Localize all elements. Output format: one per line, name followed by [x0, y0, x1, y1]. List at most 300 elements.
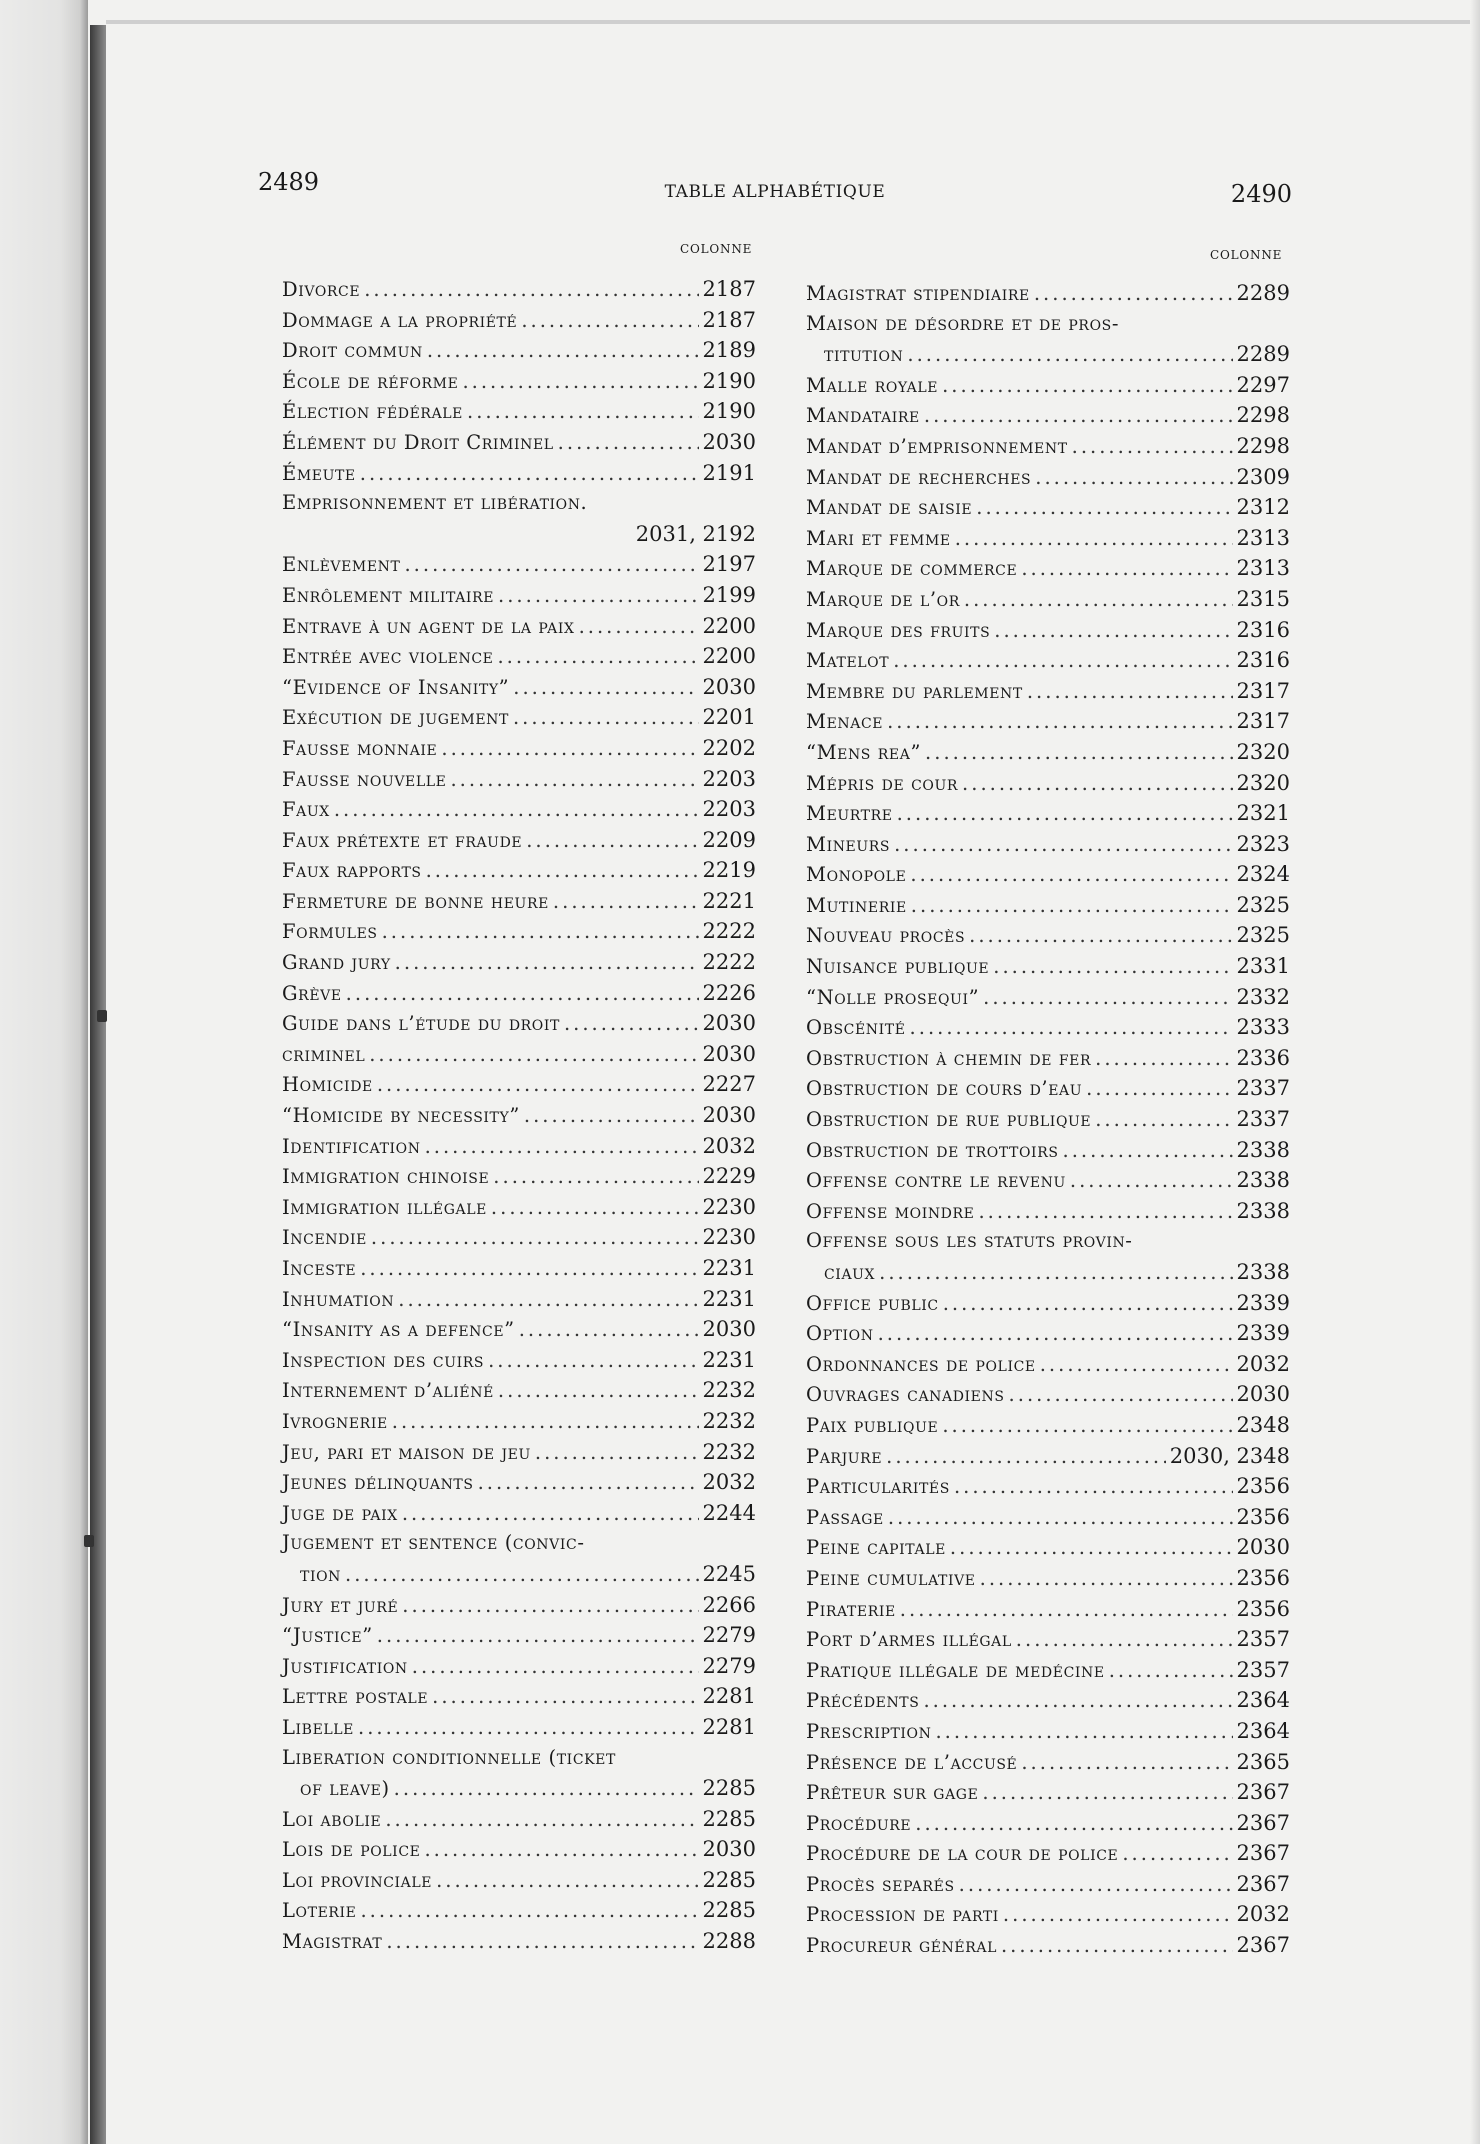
index-entry: [806, 676, 1290, 707]
index-entry: [282, 1467, 756, 1498]
index-entry: [282, 978, 756, 1009]
entry-label: Lettre postale: [282, 1685, 429, 1709]
dot-leader: [1003, 1900, 1233, 1931]
dot-leader: [424, 1835, 698, 1866]
column-number: 2030, 2348: [1169, 1443, 1290, 1468]
dot-leader: [558, 428, 699, 459]
dot-leader: [360, 459, 699, 490]
entry-label: Nuisance publique: [806, 955, 990, 979]
column-number: 2230: [702, 1225, 756, 1250]
dot-leader: [969, 921, 1232, 952]
entry-label: Précédents: [806, 1689, 920, 1713]
column-number: 2030: [702, 1011, 756, 1036]
page-right-edge: [1470, 0, 1480, 2144]
index-entry: [806, 1838, 1290, 1869]
column-number: 2285: [702, 1806, 756, 1831]
dot-leader: [427, 336, 699, 367]
column-number: 2367: [1236, 1933, 1290, 1958]
entry-label: Obstruction à chemin de fer: [806, 1046, 1092, 1070]
entry-label: Procureur général: [806, 1934, 997, 1958]
index-entry: [282, 1008, 756, 1039]
index-entry: [282, 1498, 756, 1529]
binding-shadow: [0, 0, 88, 2144]
entry-label: Faux rapports: [282, 859, 422, 883]
dot-leader: [1009, 1380, 1233, 1411]
column-number: 2201: [702, 705, 756, 730]
column-number: 2030: [702, 674, 756, 699]
index-entry: [282, 274, 756, 305]
entry-label: Justification: [282, 1654, 408, 1678]
column-number: 2226: [702, 980, 756, 1005]
left-column-heading: COLONNE: [680, 242, 753, 256]
entry-label: Menace: [806, 710, 884, 734]
index-entry: [806, 829, 1290, 860]
index-entry: [806, 1899, 1290, 1930]
index-entry: [282, 764, 756, 795]
column-number: 2313: [1236, 525, 1290, 550]
index-entry: [806, 1747, 1290, 1778]
index-entry: [806, 798, 1290, 829]
column-number: 2244: [702, 1500, 756, 1525]
column-number: 2202: [702, 735, 756, 760]
entry-label: Magistrat: [282, 1930, 383, 1954]
column-number: 2367: [1236, 1871, 1290, 1896]
index-entry: [806, 1318, 1290, 1349]
entry-label: Procession de parti: [806, 1903, 999, 1927]
index-entry: [282, 1895, 756, 1926]
index-entry: [806, 553, 1290, 584]
index-entry: [282, 1926, 756, 1957]
dot-leader: [888, 1503, 1233, 1534]
index-entry: [806, 1624, 1290, 1655]
entry-label: Enrôlement militaire: [282, 583, 495, 607]
dot-leader: [1021, 1748, 1232, 1779]
dot-leader: [954, 1472, 1233, 1503]
entry-label: Entrée avec violence: [282, 645, 494, 669]
entry-label: Mandataire: [806, 404, 920, 428]
entry-label: Prescription: [806, 1719, 932, 1743]
entry-label: Peine capitale: [806, 1536, 946, 1560]
dot-leader: [924, 401, 1233, 432]
index-entry: [282, 702, 756, 733]
entry-label: Port d’armes illégal: [806, 1628, 1012, 1652]
dot-leader: [513, 673, 698, 704]
column-number: 2231: [702, 1286, 756, 1311]
index-entry: [806, 982, 1290, 1013]
entry-label: Jury et juré: [282, 1593, 399, 1617]
column-number: 2337: [1236, 1107, 1290, 1132]
column-number: 2289: [1236, 342, 1290, 367]
column-number: 2313: [1236, 556, 1290, 581]
column-number: 2364: [1236, 1718, 1290, 1743]
entry-label: Élection fédérale: [282, 400, 464, 424]
column-number: 2298: [1236, 403, 1290, 428]
entry-label: Mari et femme: [806, 526, 951, 550]
dot-leader: [1034, 279, 1233, 310]
column-number: 2332: [1236, 984, 1290, 1009]
entry-label: Internement d’aliéné: [282, 1379, 494, 1403]
entry-label: Dommage a la propriété: [282, 308, 518, 332]
entry-label: Mandat de saisie: [806, 496, 973, 520]
column-number: 2285: [702, 1898, 756, 1923]
index-entry: [282, 488, 756, 519]
index-entry: [282, 1834, 756, 1865]
dot-leader: [993, 952, 1232, 983]
entry-label: Mineurs: [806, 832, 891, 856]
entry-label: Exécution de jugement: [282, 706, 509, 730]
entry-label: Grève: [282, 981, 342, 1005]
index-entry: [282, 1651, 756, 1682]
index-entry: [806, 1777, 1290, 1808]
column-number: 2031, 2192: [635, 521, 756, 546]
entry-label: Fausse nouvelle: [282, 767, 447, 791]
entry-label: “Insanity as a defence”: [282, 1318, 515, 1342]
dot-leader: [369, 1040, 698, 1071]
index-entry: [282, 611, 756, 642]
right-page-number: 2490: [1230, 180, 1292, 208]
column-number: 2338: [1236, 1260, 1290, 1284]
index-entry: [806, 339, 1290, 370]
dot-leader: [1040, 1350, 1233, 1381]
entry-label: Option: [806, 1322, 874, 1346]
dot-leader: [498, 1376, 699, 1407]
index-entry: [282, 1804, 756, 1835]
index-entry: [806, 1379, 1290, 1410]
column-number: 2200: [702, 644, 756, 669]
column-number: 2030: [702, 1837, 756, 1862]
dot-leader: [404, 550, 698, 581]
dot-leader: [535, 1438, 699, 1469]
column-number: 2187: [702, 277, 756, 301]
column-number: 2289: [1236, 281, 1290, 305]
column-number: 2227: [702, 1072, 756, 1097]
dot-leader: [579, 612, 699, 643]
column-number: 2032: [702, 1470, 756, 1495]
index-entry: [282, 641, 756, 672]
index-entry: [282, 1284, 756, 1315]
entry-label: École de réforme: [282, 369, 459, 393]
dot-leader: [943, 1289, 1233, 1320]
dot-leader: [942, 1411, 1232, 1442]
dot-leader: [412, 1652, 699, 1683]
left-index-column: [282, 274, 756, 1957]
column-number: 2030: [702, 429, 756, 454]
index-entry: [806, 768, 1290, 799]
dot-leader: [1063, 1136, 1233, 1167]
entry-label: Offense sous les statuts provin-: [806, 1229, 1133, 1253]
entry-label: Jeunes délinquants: [282, 1471, 474, 1495]
entry-label: Faux: [282, 798, 330, 822]
column-number: 2365: [1236, 1749, 1290, 1774]
index-entry: [806, 951, 1290, 982]
index-entry: [282, 1712, 756, 1743]
index-entry: [806, 1165, 1290, 1196]
dot-leader: [441, 734, 698, 765]
entry-label: Procédure de la cour de police: [806, 1842, 1119, 1866]
column-number: 2312: [1236, 495, 1290, 520]
dot-leader: [887, 707, 1232, 738]
dot-leader: [519, 1315, 699, 1346]
right-index-column: [806, 278, 1290, 1961]
column-number: 2331: [1236, 954, 1290, 979]
column-number: 2230: [702, 1194, 756, 1219]
index-entry: [282, 1192, 756, 1223]
index-entry: [806, 737, 1290, 768]
dot-leader: [371, 1223, 699, 1254]
column-number: 2333: [1236, 1015, 1290, 1040]
index-entry: [282, 335, 756, 366]
column-number: 2232: [702, 1408, 756, 1433]
dot-leader: [467, 397, 699, 428]
index-entry: [806, 1685, 1290, 1716]
column-number: 2336: [1236, 1045, 1290, 1070]
dot-leader: [491, 1193, 699, 1224]
column-number: 2325: [1236, 892, 1290, 917]
index-entry: [282, 1345, 756, 1376]
entry-label: Immigration illégale: [282, 1195, 487, 1219]
index-entry: [806, 278, 1290, 309]
column-number: 2338: [1236, 1168, 1290, 1193]
dot-leader: [983, 983, 1232, 1014]
entry-label: Identification: [282, 1134, 421, 1158]
index-entry: [282, 1865, 756, 1896]
dot-leader: [978, 1197, 1232, 1228]
column-number: 2356: [1236, 1596, 1290, 1621]
dot-leader: [334, 795, 699, 826]
entry-label: titution: [824, 343, 904, 367]
entry-label: Matelot: [806, 649, 890, 673]
entry-label: “Nolle prosequi”: [806, 985, 980, 1009]
column-number: 2281: [702, 1684, 756, 1709]
column-number: 2232: [702, 1439, 756, 1464]
index-entry: [806, 859, 1290, 890]
index-entry: [282, 1743, 756, 1774]
index-entry: [282, 396, 756, 427]
column-number: 2231: [702, 1256, 756, 1280]
dot-leader: [976, 493, 1232, 524]
dot-leader: [432, 1682, 698, 1713]
entry-label: Procès separés: [806, 1872, 955, 1896]
entry-label: Inspection des cuirs: [282, 1348, 485, 1372]
page-header: [250, 168, 1300, 208]
dot-leader: [402, 1499, 699, 1530]
dot-leader: [526, 826, 698, 857]
entry-label: ciaux: [824, 1261, 876, 1284]
page-top-edge: [106, 20, 1472, 24]
dot-leader: [395, 948, 699, 979]
index-entry: [806, 1930, 1290, 1961]
index-entry: [806, 1135, 1290, 1166]
dot-leader: [900, 1595, 1233, 1626]
entry-label: Passage: [806, 1505, 884, 1529]
index-entry: [282, 580, 756, 611]
entry-label: Droit commun: [282, 339, 423, 363]
index-entry: [806, 1012, 1290, 1043]
column-number: 2245: [702, 1561, 756, 1586]
dot-leader: [377, 1070, 699, 1101]
entry-label: Fermeture de bonne heure: [282, 889, 549, 913]
index-entry: [282, 1590, 756, 1621]
dot-leader: [911, 891, 1233, 922]
entry-label: Monopole: [806, 863, 907, 887]
index-entry: [806, 1532, 1290, 1563]
index-entry: [806, 1288, 1290, 1319]
entry-label: Faux prétexte et fraude: [282, 828, 523, 852]
column-number: 2315: [1236, 586, 1290, 611]
column-number: 2337: [1236, 1076, 1290, 1101]
entry-label: Jeu, pari et maison de jeu: [282, 1440, 531, 1464]
dot-leader: [923, 1686, 1232, 1717]
entry-label: “Mens rea”: [806, 740, 922, 764]
index-entry: [806, 1104, 1290, 1135]
index-entry: [806, 309, 1290, 340]
column-number: 2190: [702, 399, 756, 424]
dot-leader: [358, 1713, 699, 1744]
entry-label: Ouvrages canadiens: [806, 1383, 1005, 1407]
column-number: 2187: [702, 307, 756, 332]
dot-leader: [386, 1927, 698, 1958]
column-number: 2320: [1236, 770, 1290, 795]
dot-leader: [524, 1101, 699, 1132]
column-number: 2298: [1236, 433, 1290, 458]
dot-leader: [436, 1866, 698, 1897]
entry-label: Lois de police: [282, 1838, 421, 1862]
dot-leader: [392, 1407, 699, 1438]
column-number: 2357: [1236, 1657, 1290, 1682]
entry-label: Peine cumulative: [806, 1566, 976, 1590]
dot-leader: [897, 799, 1233, 830]
column-number: 2356: [1236, 1474, 1290, 1499]
index-entry: [282, 1559, 756, 1590]
index-entry: [282, 1100, 756, 1131]
index-entry: [806, 1073, 1290, 1104]
entry-label: Homicide: [282, 1073, 373, 1097]
index-entry: [806, 920, 1290, 951]
entry-label: Paix publique: [806, 1413, 939, 1437]
column-number: 2316: [1236, 648, 1290, 673]
entry-label: Obstruction de trottoirs: [806, 1138, 1059, 1162]
dot-leader: [962, 769, 1233, 800]
index-entry: [282, 1131, 756, 1162]
entry-label: Libelle: [282, 1715, 355, 1739]
binding-mark: [97, 1010, 107, 1022]
entry-label: Entrave à un agent de la paix: [282, 614, 575, 638]
dot-leader: [950, 1533, 1233, 1564]
dot-leader: [488, 1346, 698, 1377]
index-entry: [806, 1410, 1290, 1441]
entry-label: Fausse monnaie: [282, 736, 438, 760]
index-entry: [806, 1226, 1290, 1257]
entry-label: criminel: [282, 1042, 366, 1066]
entry-label: Nouveau procès: [806, 924, 966, 948]
column-number: 2317: [1236, 709, 1290, 734]
dot-leader: [377, 1621, 699, 1652]
column-number: 2189: [702, 338, 756, 363]
column-number: 2367: [1236, 1780, 1290, 1805]
dot-leader: [513, 703, 699, 734]
index-entry: [806, 1563, 1290, 1594]
entry-label: Marque de commerce: [806, 557, 1018, 581]
entry-label: Jugement et sentence (convic-: [282, 1531, 585, 1555]
column-number: 2190: [702, 368, 756, 393]
index-entry: [282, 1039, 756, 1070]
dot-leader: [1095, 1044, 1232, 1075]
column-number: 2232: [702, 1378, 756, 1403]
column-number: 2231: [702, 1347, 756, 1372]
entry-label: Obscénité: [806, 1016, 906, 1040]
index-entry: [282, 825, 756, 856]
entry-label: Élément du Droit Criminel: [282, 430, 554, 454]
column-number: 2316: [1236, 617, 1290, 642]
column-number: 2200: [702, 613, 756, 638]
entry-label: Présence de l’accusé: [806, 1750, 1018, 1774]
entry-label: Inceste: [282, 1257, 357, 1280]
index-entry: [806, 1043, 1290, 1074]
dot-leader: [907, 340, 1232, 371]
entry-label: Malle royale: [806, 373, 939, 397]
dot-leader: [894, 830, 1232, 861]
dot-leader: [982, 1778, 1232, 1809]
column-number: 2032: [1236, 1351, 1290, 1376]
column-number: 2285: [702, 1776, 756, 1801]
dot-leader: [959, 1870, 1233, 1901]
index-entry: [282, 1406, 756, 1437]
column-number: 2325: [1236, 923, 1290, 948]
dot-leader: [886, 1442, 1166, 1473]
column-number: 2030: [1236, 1535, 1290, 1560]
index-entry: [806, 1257, 1290, 1288]
entry-label: Divorce: [282, 278, 361, 301]
index-entry: [282, 1161, 756, 1192]
column-number: 2288: [702, 1929, 756, 1954]
index-entry: [806, 890, 1290, 921]
index-entry: [282, 1681, 756, 1712]
index-entry: [282, 733, 756, 764]
column-number: 2032: [1236, 1902, 1290, 1927]
dot-leader: [1070, 1166, 1233, 1197]
dot-leader: [1021, 554, 1232, 585]
right-column-heading: COLONNE: [1210, 248, 1283, 262]
index-entry: [282, 672, 756, 703]
dot-leader: [1001, 1931, 1233, 1962]
entry-label: Prêteur sur gage: [806, 1781, 979, 1805]
column-number: 2320: [1236, 739, 1290, 764]
entry-label: Offense contre le revenu: [806, 1169, 1066, 1193]
column-number: 2356: [1236, 1504, 1290, 1529]
index-entry: [806, 645, 1290, 676]
dot-leader: [893, 646, 1232, 677]
column-number: 2191: [702, 460, 756, 485]
index-entry: [282, 427, 756, 458]
entry-label: “Evidence of Insanity”: [282, 675, 510, 699]
entry-label: Parjure: [806, 1444, 883, 1468]
index-entry: [806, 1594, 1290, 1625]
column-number: 2203: [702, 766, 756, 791]
index-entry: [282, 1773, 756, 1804]
running-title: TABLE ALPHABÉTIQUE: [664, 182, 886, 202]
index-entry: [806, 1869, 1290, 1900]
index-entry: [806, 431, 1290, 462]
index-entry: [282, 305, 756, 336]
dot-leader: [1072, 432, 1233, 463]
dot-leader: [462, 367, 698, 398]
dot-leader: [497, 642, 698, 673]
index-entry: [806, 1471, 1290, 1502]
index-entry: [282, 1069, 756, 1100]
dot-leader: [910, 1013, 1233, 1044]
dot-leader: [955, 524, 1233, 555]
entry-label: Inhumation: [282, 1287, 395, 1311]
